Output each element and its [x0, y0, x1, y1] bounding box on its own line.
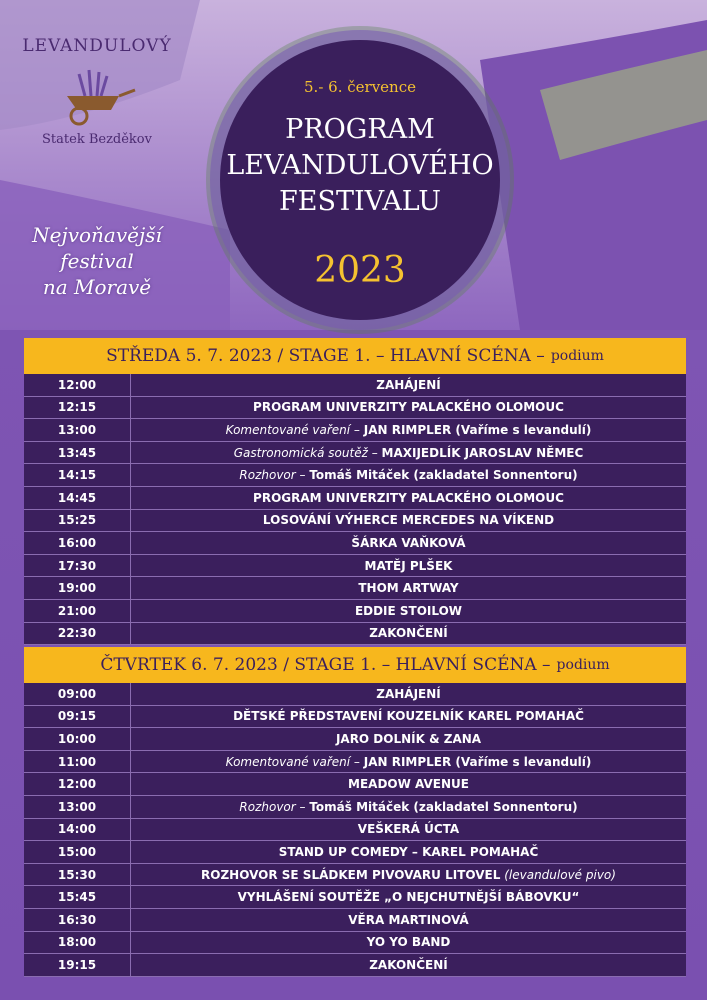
event-main-text: YO YO BAND	[366, 935, 451, 950]
time-cell: 16:00	[24, 532, 131, 554]
time-cell: 14:45	[24, 487, 131, 509]
event-main-text: PROGRAM UNIVERZITY PALACKÉHO OLOMOUC	[253, 490, 564, 505]
event-pre-text: Gastronomická soutěž –	[233, 445, 382, 460]
event-cell	[131, 841, 686, 863]
event-main-text: JAN RIMPLER (Vaříme s levandulí)	[363, 754, 592, 769]
event-main-text: Tomáš Mitáček (zakladatel Sonnentoru)	[309, 799, 578, 814]
event-cell	[131, 864, 686, 886]
wheelbarrow-icon	[57, 66, 137, 128]
table-row	[24, 397, 686, 420]
tagline-line: festival	[60, 249, 134, 273]
event-cell	[131, 932, 686, 954]
time-cell: 17:30	[24, 555, 131, 577]
time-cell: 14:00	[24, 819, 131, 841]
table-row	[24, 600, 686, 623]
day-heading	[24, 338, 686, 374]
table-row	[24, 442, 686, 465]
time-cell: 19:15	[24, 954, 131, 976]
event-pre-text: Rozhovor –	[239, 799, 310, 814]
day-heading-suffix: podium	[556, 657, 610, 673]
time-cell: 11:00	[24, 751, 131, 773]
event-main-text: VYHLÁŠENÍ SOUTĚŽE „O NEJCHUTNĚJŠÍ BÁBOVKU“	[237, 890, 580, 905]
title-line: LEVANDULOVÉHO	[226, 150, 494, 181]
title-line: FESTIVALU	[279, 186, 441, 217]
schedule-day-2	[24, 647, 686, 977]
table-row	[24, 706, 686, 729]
table-row	[24, 841, 686, 864]
table-row	[24, 510, 686, 533]
day-heading-text: ČTVRTEK 6. 7. 2023 / STAGE 1. – HLAVNÍ SCÉNA –	[100, 655, 551, 675]
event-main-text: LOSOVÁNÍ VÝHERCE MERCEDES NA VÍKEND	[262, 513, 555, 528]
event-main-text: EDDIE STOILOW	[354, 603, 463, 618]
time-cell: 15:00	[24, 841, 131, 863]
event-main-text: ZAHÁJENÍ	[376, 377, 441, 392]
table-row	[24, 419, 686, 442]
title-line: PROGRAM	[285, 114, 435, 145]
schedule-table	[24, 374, 686, 645]
event-cell	[131, 796, 686, 818]
schedule-table	[24, 683, 686, 977]
event-main-text: VEŠKERÁ ÚCTA	[357, 822, 460, 837]
table-row	[24, 374, 686, 397]
table-row	[24, 751, 686, 774]
event-main-text: MAXIJEDLÍK JAROSLAV NĚMEC	[381, 445, 584, 460]
table-row	[24, 555, 686, 578]
table-row	[24, 796, 686, 819]
festival-dates: 5.- 6. července	[304, 78, 416, 96]
time-cell: 13:45	[24, 442, 131, 464]
table-row	[24, 623, 686, 646]
table-row	[24, 954, 686, 977]
event-cell	[131, 510, 686, 532]
event-cell	[131, 555, 686, 577]
table-row	[24, 864, 686, 887]
tagline-line: na Moravě	[42, 275, 152, 299]
event-main-text: ZAHÁJENÍ	[376, 686, 441, 701]
time-cell: 19:00	[24, 577, 131, 599]
festival-title	[220, 112, 500, 220]
event-pre-text: Rozhovor –	[239, 468, 310, 483]
event-main-text: MEADOW AVENUE	[348, 777, 469, 792]
event-main-text: JARO DOLNÍK & ZANA	[335, 731, 482, 746]
event-main-text: MATĚJ PLŠEK	[364, 558, 453, 573]
event-main-text: Tomáš Mitáček (zakladatel Sonnentoru)	[309, 468, 578, 483]
logo-bottom-text: Statek Bezděkov	[42, 132, 152, 147]
event-main-text: DĚTSKÉ PŘEDSTAVENÍ KOUZELNÍK KAREL POMAHAČ	[233, 709, 584, 724]
event-cell	[131, 819, 686, 841]
statek-bezdekov-logo	[22, 22, 172, 162]
event-cell	[131, 487, 686, 509]
logo-top-text: LEVANDULOVÝ	[22, 36, 172, 56]
table-row	[24, 886, 686, 909]
event-main-text: ZAKONČENÍ	[369, 957, 448, 972]
schedule-day-1	[24, 338, 686, 645]
time-cell: 18:00	[24, 932, 131, 954]
event-cell	[131, 706, 686, 728]
day-heading-suffix: podium	[550, 348, 604, 364]
time-cell: 09:00	[24, 683, 131, 705]
day-heading-text: STŘEDA 5. 7. 2023 / STAGE 1. – HLAVNÍ SCÉNA –	[106, 346, 545, 366]
event-pre-text: Komentované vaření –	[225, 422, 364, 437]
time-cell: 12:00	[24, 374, 131, 396]
time-cell: 13:00	[24, 796, 131, 818]
event-pre-text: Komentované vaření –	[225, 754, 364, 769]
event-cell	[131, 751, 686, 773]
event-cell	[131, 683, 686, 705]
day-heading	[24, 647, 686, 683]
event-cell	[131, 728, 686, 750]
event-cell	[131, 954, 686, 976]
event-main-text: ŠÁRKA VAŇKOVÁ	[351, 535, 466, 550]
event-main-text: ROZHOVOR SE SLÁDKEM PIVOVARU LITOVEL	[201, 867, 501, 882]
title-badge	[220, 40, 500, 320]
table-row	[24, 728, 686, 751]
table-row	[24, 909, 686, 932]
time-cell: 21:00	[24, 600, 131, 622]
table-row	[24, 819, 686, 842]
table-row	[24, 683, 686, 706]
event-cell	[131, 773, 686, 795]
time-cell: 12:15	[24, 397, 131, 419]
festival-year: 2023	[314, 250, 406, 291]
table-row	[24, 487, 686, 510]
table-row	[24, 773, 686, 796]
table-row	[24, 464, 686, 487]
event-cell	[131, 532, 686, 554]
event-cell	[131, 623, 686, 645]
event-cell	[131, 464, 686, 486]
event-cell	[131, 419, 686, 441]
time-cell: 15:25	[24, 510, 131, 532]
time-cell: 15:30	[24, 864, 131, 886]
event-main-text: THOM ARTWAY	[358, 581, 459, 596]
event-cell	[131, 397, 686, 419]
time-cell: 15:45	[24, 886, 131, 908]
event-cell	[131, 886, 686, 908]
time-cell: 09:15	[24, 706, 131, 728]
event-post-text: (levandulové pivo)	[500, 867, 616, 882]
time-cell: 22:30	[24, 623, 131, 645]
time-cell: 16:30	[24, 909, 131, 931]
event-cell	[131, 577, 686, 599]
table-row	[24, 532, 686, 555]
time-cell: 14:15	[24, 464, 131, 486]
table-row	[24, 577, 686, 600]
event-main-text: ZAKONČENÍ	[369, 626, 448, 641]
time-cell: 10:00	[24, 728, 131, 750]
event-main-text: JAN RIMPLER (Vaříme s levandulí)	[363, 422, 592, 437]
event-cell	[131, 909, 686, 931]
event-main-text: VĚRA MARTINOVÁ	[348, 912, 469, 927]
event-main-text: STAND UP COMEDY – KAREL POMAHAČ	[278, 844, 539, 859]
tagline	[22, 222, 172, 300]
time-cell: 13:00	[24, 419, 131, 441]
event-cell	[131, 374, 686, 396]
time-cell: 12:00	[24, 773, 131, 795]
tagline-line: Nejvoňavější	[32, 223, 162, 247]
event-main-text: PROGRAM UNIVERZITY PALACKÉHO OLOMOUC	[253, 400, 564, 415]
event-cell	[131, 442, 686, 464]
table-row	[24, 932, 686, 955]
event-cell	[131, 600, 686, 622]
